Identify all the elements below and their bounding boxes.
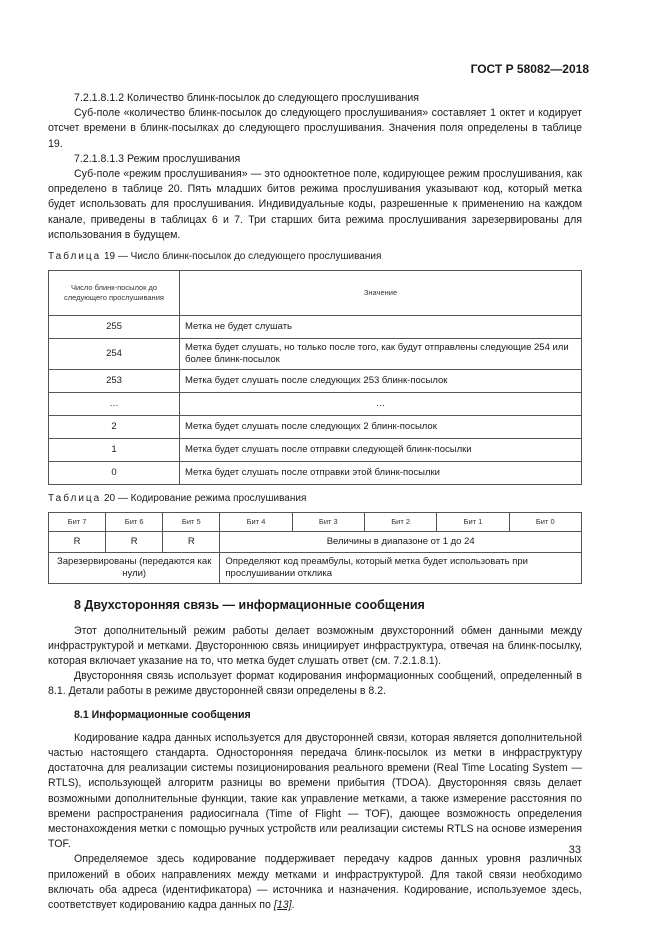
table-cell: Метка будет слушать после следующих 2 блинк-посылок xyxy=(180,416,582,439)
table-cell: Величины в диапазоне от 1 до 24 xyxy=(220,532,582,553)
table-cell: 254 xyxy=(49,339,180,370)
table-row xyxy=(49,532,582,553)
table-cell: Метка будет слушать, но только после того, как будут отправлены следующие 254 или более блинк-посылок xyxy=(180,339,582,370)
document-header: ГОСТ Р 58082—2018 xyxy=(470,62,589,76)
clause-7-2-1-8-1-2-body: Суб-поле «количество блинк-посылок до следующего прослушивания» составляет 1 октет и кодирует отсчет времени в блинк-посылках до следующего прослушивания. Значения поля определены в таблице 19. xyxy=(48,107,582,150)
table-cell: Метка будет слушать после отправки следующей блинк-посылки xyxy=(180,439,582,462)
clause-7-2-1-8-1-3-body: Суб-поле «режим прослушивания» — это однооктетное поле, кодирующее режим прослушивания, как определено в таблице 20. Пять младших битов режима прослушивания указывают код, который метка будет использовать для прослушивания. Индивидуальные коды, разрешенные к применению на каждом канале, приведены в таблицах 6 и 7. Три старших бита режима прослушивания зарезервированы для использования в будущем. xyxy=(48,168,582,241)
bit-header: Бит 5 xyxy=(163,513,220,532)
table-cell: 0 xyxy=(49,462,180,485)
table-row xyxy=(49,416,582,439)
table-cell: Определяют код преамбулы, который метка будет использовать при прослушивании отклика xyxy=(220,553,582,584)
section-8-1-paragraph-2: Определяемое здесь кодирование поддерживает передачу кадров данных уровня различных приложений в обоих направлениях между метками и инфраструктурой. Для такой связи необходимо включать оба адреса (идентификатора) — источника и назначения. Кодирование, используемое здесь, соответствует кодированию кадра данных по [13]. xyxy=(48,853,582,912)
table-cell: Метка будет слушать после следующих 253 блинк-посылок xyxy=(180,370,582,393)
table-cell: R xyxy=(49,532,106,553)
table-row xyxy=(49,370,582,393)
column-header-value: Значение xyxy=(180,271,582,316)
table-row xyxy=(49,316,582,339)
page-number: 33 xyxy=(568,844,581,856)
bit-header: Бит 0 xyxy=(509,513,581,532)
section-8-1-paragraph-1: Кодирование кадра данных используется для двусторонней связи, которая является дополнительной частью настоящего стандарта. Односторонняя передача блинк-посылок из метки в инфраструктуру достаточна для реализации системы позиционирования реального времени (Real Time Locating System — RTLS), использующей алгоритм разницы во времени прибытия (TDOA). Двусторонняя связь делает возможными дополнительные функции, такие как управление метками, а также измерение расстояния по времени распространения радиосигнала (Time of Flight — TOF), дающее возможность определения местонахождения метки с помощью ручных устройств или реализации системы RTLS на основе измерения TOF. xyxy=(48,731,582,851)
table-19-caption: Таблица 19 — Число блинк-посылок до следующего прослушивания xyxy=(48,251,382,263)
table-19 xyxy=(48,270,582,485)
table-header-row xyxy=(49,513,582,532)
table-cell: … xyxy=(49,393,180,416)
table-cell: Метка не будет слушать xyxy=(180,316,582,339)
table-row xyxy=(49,439,582,462)
table-cell: Зарезервированы (передаются как нули) xyxy=(49,553,220,584)
section-8-1-title: 8.1 Информационные сообщения xyxy=(74,708,251,721)
table-cell: 2 xyxy=(49,416,180,439)
bit-header: Бит 1 xyxy=(437,513,509,532)
bibliography-reference-link[interactable]: [13] xyxy=(273,899,292,912)
table-row xyxy=(49,339,582,370)
table-header-row xyxy=(49,271,582,316)
section-8-title: 8 Двухсторонняя связь — информационные сообщения xyxy=(74,598,425,613)
page-content xyxy=(48,91,582,913)
table-cell: … xyxy=(180,393,582,416)
bit-header: Бит 4 xyxy=(220,513,292,532)
bit-header: Бит 6 xyxy=(106,513,163,532)
table-20-caption: Таблица 20 — Кодирование режима прослушивания xyxy=(48,493,307,505)
bit-header: Бит 7 xyxy=(49,513,106,532)
table-cell: 255 xyxy=(49,316,180,339)
clause-7-2-1-8-1-3-title: 7.2.1.8.1.3 Режим прослушивания xyxy=(74,152,241,165)
table-cell: Метка будет слушать после отправки этой блинк-посылки xyxy=(180,462,582,485)
table-row xyxy=(49,553,582,584)
clause-7-2-1-8-1-2-title: 7.2.1.8.1.2 Количество блинк-посылок до следующего прослушивания xyxy=(74,92,420,104)
table-row xyxy=(49,462,582,485)
table-cell: 1 xyxy=(49,439,180,462)
column-header-count: Число блинк-посылок до следующего прослушивания xyxy=(49,271,180,316)
table-row xyxy=(49,393,582,416)
section-8-paragraph-2: Двусторонняя связь использует формат кодирования информационных сообщений, определенный в 8.1. Детали работы в режиме двусторонней связи определены в 8.2. xyxy=(48,670,582,698)
section-8-paragraph-1: Этот дополнительный режим работы делает возможным двухсторонний обмен данными между инфраструктурой и метками. Двустороннюю связь инициирует инфраструктура, отвечая на блинк-посылку, которая включает указание на то, что метка будет слушать ответ (см. 7.2.1.8.1). xyxy=(48,624,582,668)
table-20 xyxy=(48,512,582,584)
table-cell: R xyxy=(106,532,163,553)
table-cell: R xyxy=(163,532,220,553)
bit-header: Бит 3 xyxy=(292,513,364,532)
table-cell: 253 xyxy=(49,370,180,393)
bit-header: Бит 2 xyxy=(364,513,436,532)
